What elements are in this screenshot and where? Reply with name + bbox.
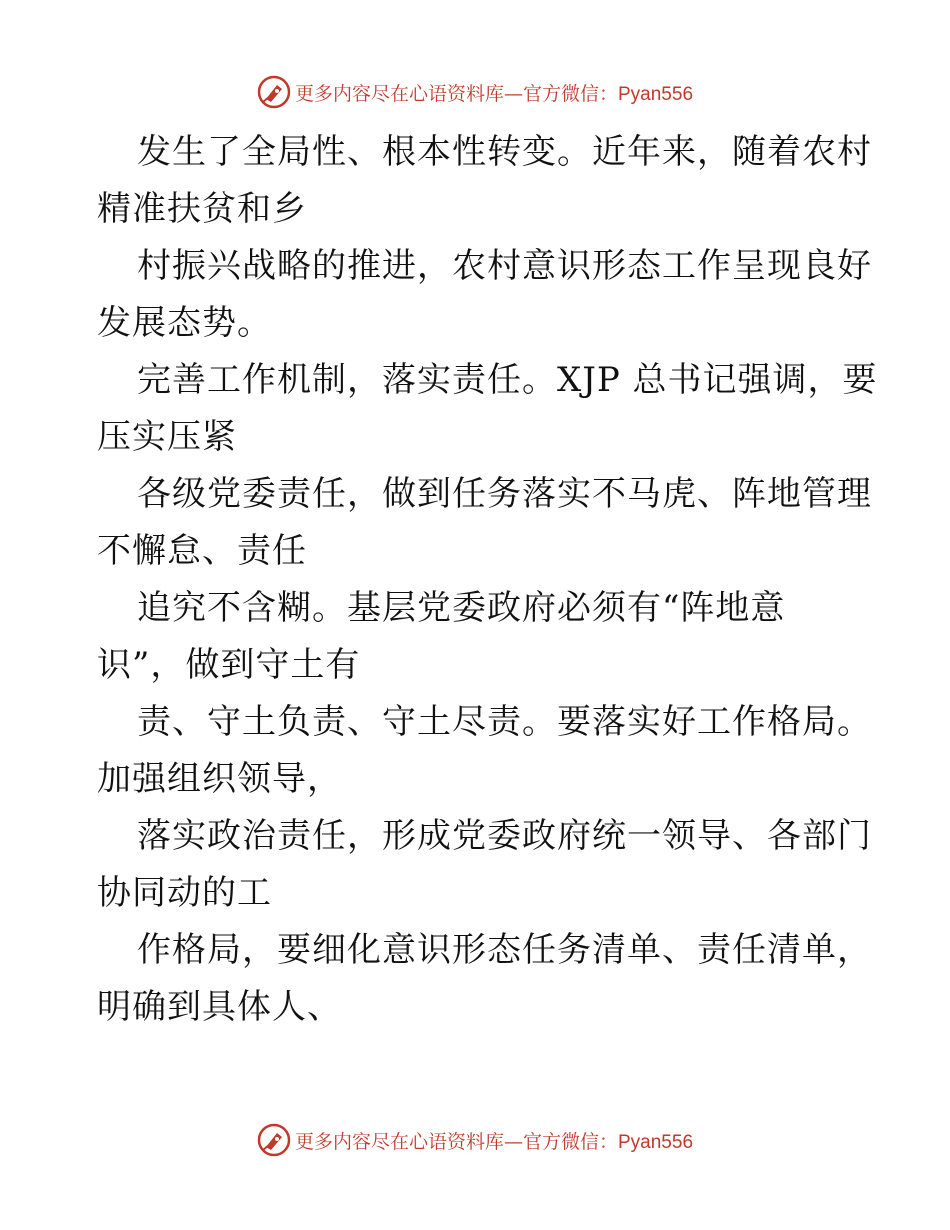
- text-line: 不懈怠、责任: [97, 531, 307, 571]
- footer-banner: [0, 1120, 950, 1160]
- text-line: 明确到具体人、: [97, 987, 342, 1027]
- pen-nib-seal-icon: [257, 75, 291, 109]
- text-line: 责、守土负责、守土尽责。要落实好工作格局。: [137, 702, 872, 742]
- document-body: [97, 124, 878, 1036]
- wechat-id: Pyan556: [618, 1131, 694, 1153]
- text-line: 协同动的工: [97, 873, 272, 913]
- text-line: 追究不含糊。基层党委政府必须有“阵地意: [137, 588, 786, 628]
- text-line: 识”，做到守土有: [97, 645, 361, 685]
- header-text: 更多内容尽在心语资料库—官方微信：Pyan556: [294, 82, 694, 105]
- text-line: 作格局，要细化意识形态任务清单、责任清单，: [137, 930, 872, 970]
- text-line: 发展态势。: [97, 303, 272, 343]
- pen-nib-seal-icon: [257, 1123, 291, 1157]
- text-line: 精准扶贫和乡: [97, 189, 307, 229]
- text-line: 完善工作机制，落实责任。XJP 总书记强调，要: [137, 360, 878, 400]
- text-line: 发生了全局性、根本性转变。近年来，随着农村: [137, 132, 872, 172]
- text-line: 落实政治责任，形成党委政府统一领导、各部门: [137, 816, 872, 856]
- footer-text: 更多内容尽在心语资料库—官方微信：Pyan556: [294, 1130, 694, 1153]
- text-line: 加强组织领导，: [97, 759, 342, 799]
- header-banner: [0, 72, 950, 112]
- wechat-id: Pyan556: [618, 83, 694, 105]
- text-line: 压实压紧: [97, 417, 237, 457]
- text-line: 村振兴战略的推进，农村意识形态工作呈现良好: [137, 246, 872, 286]
- text-line: 各级党委责任，做到任务落实不马虎、阵地管理: [137, 474, 872, 514]
